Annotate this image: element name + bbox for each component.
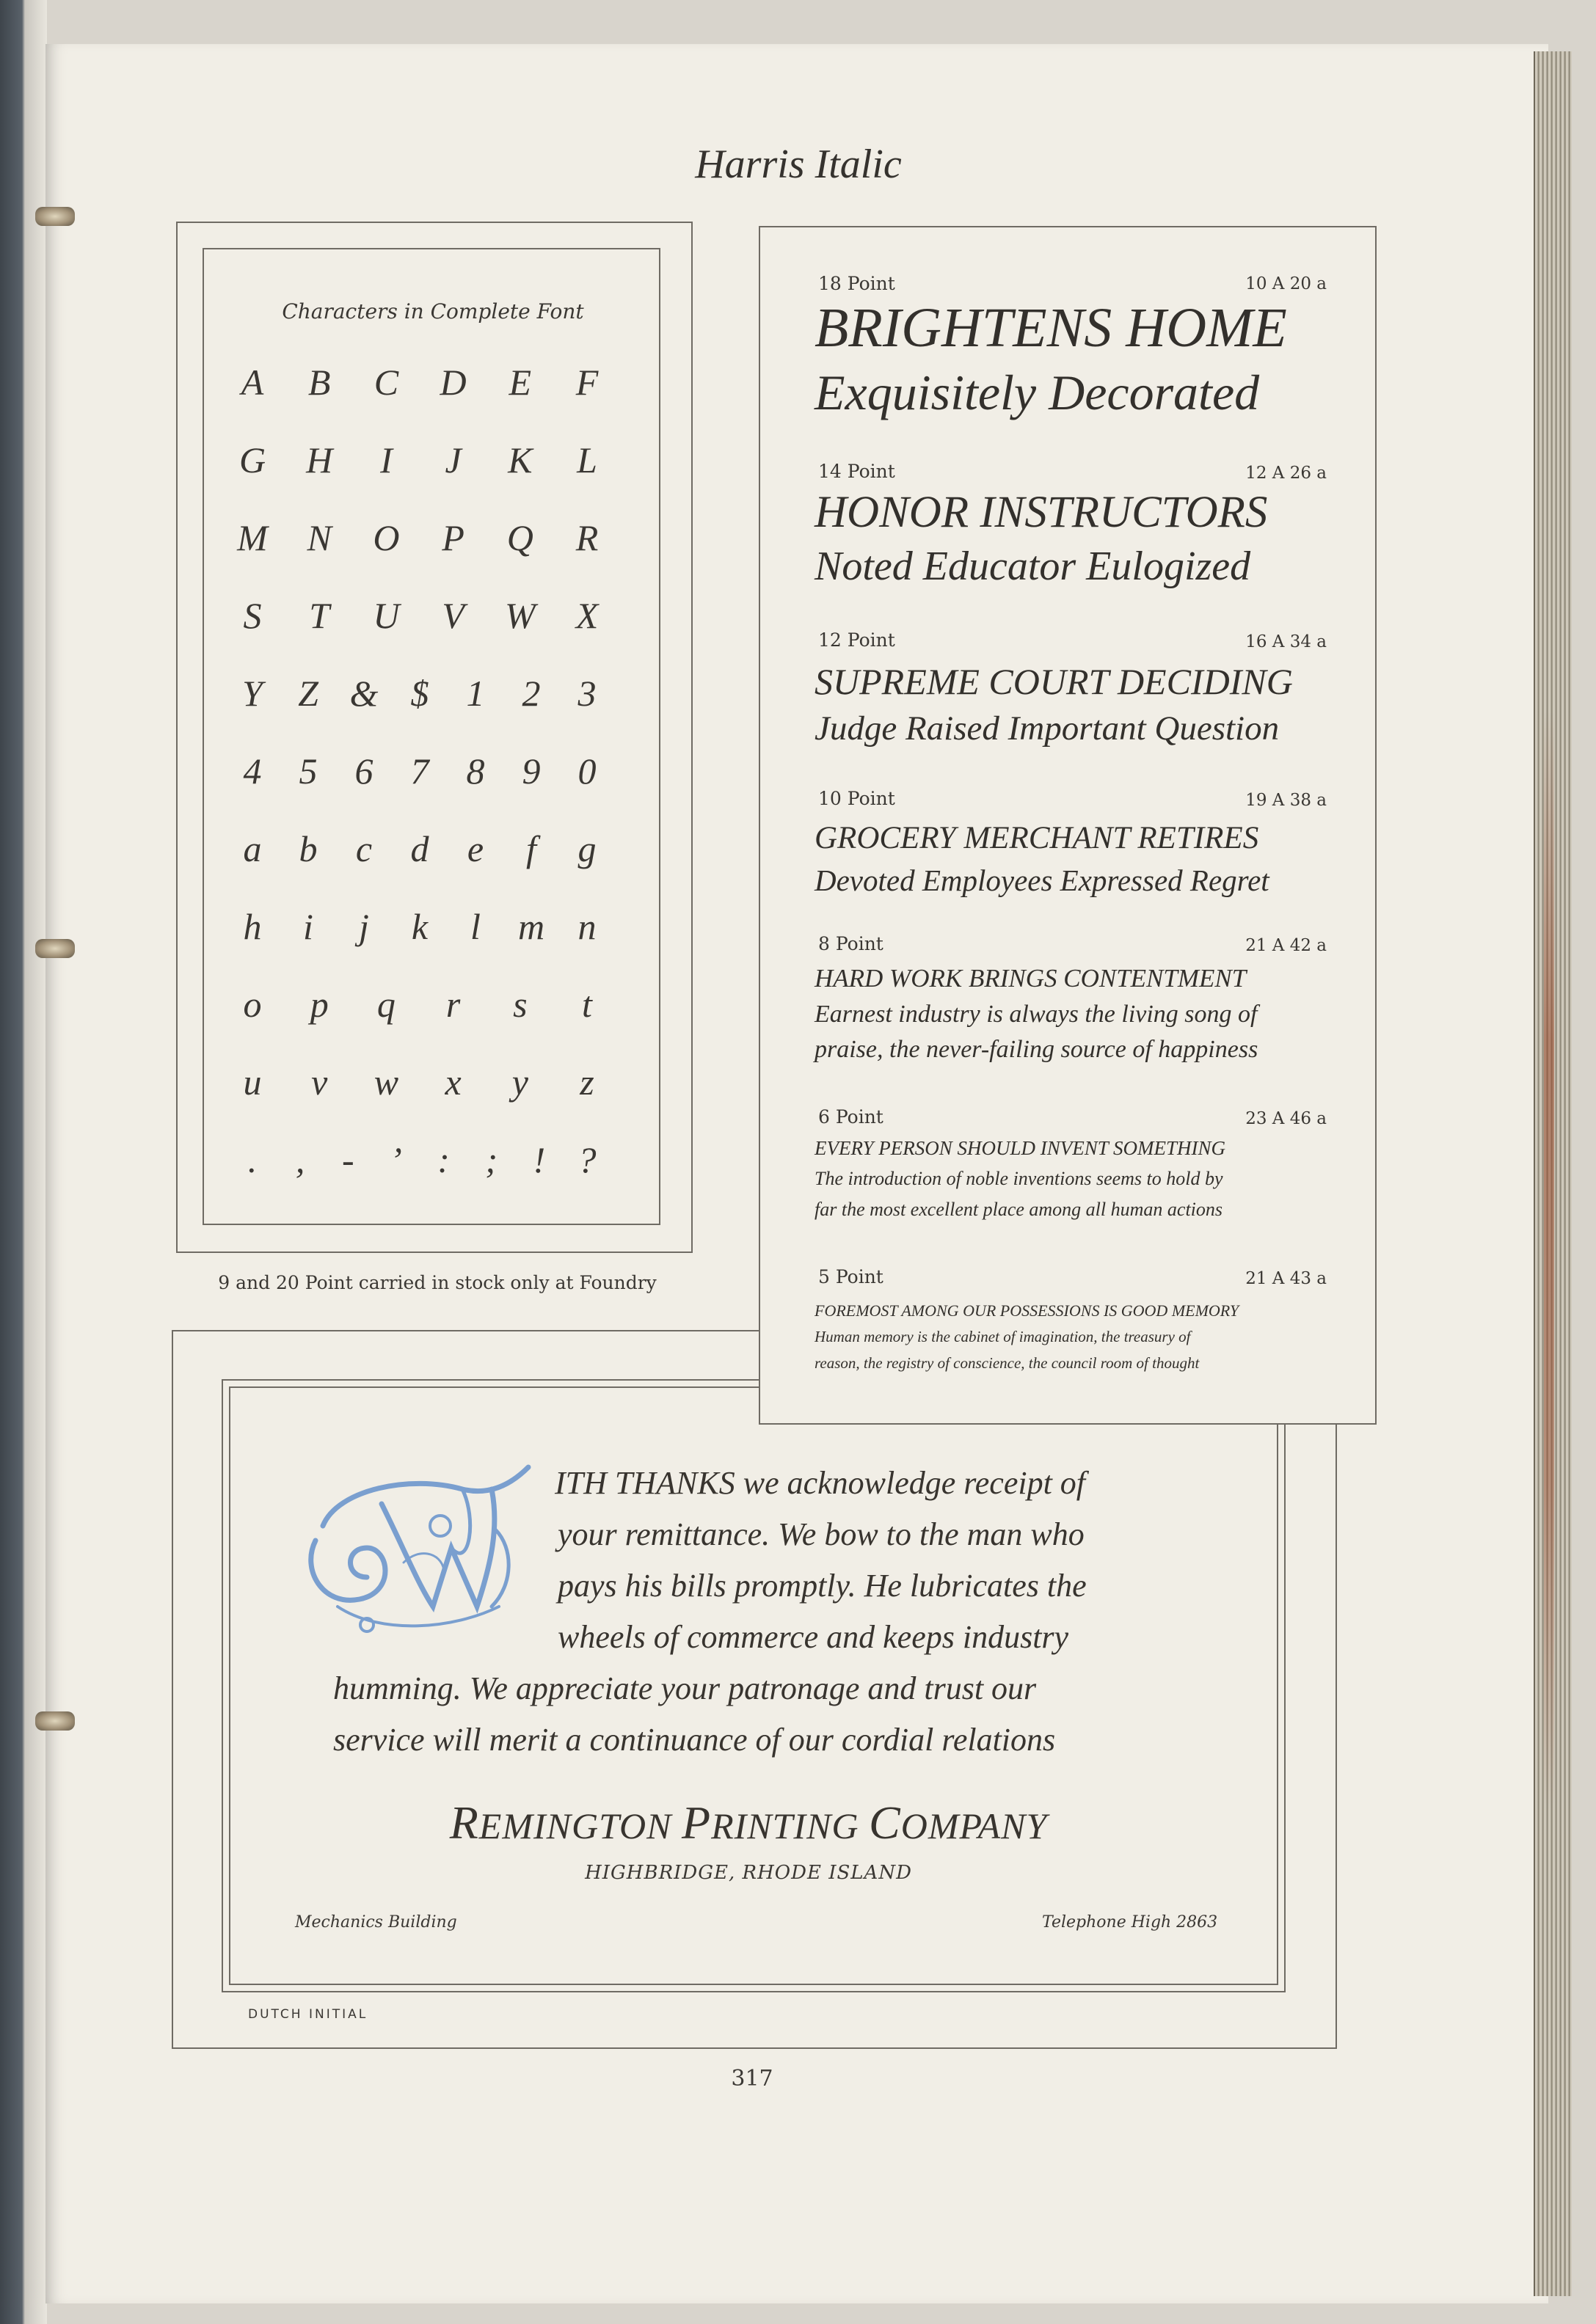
font-character: a xyxy=(243,828,262,869)
binding-ring-bottom xyxy=(35,1711,75,1731)
font-character: D xyxy=(440,362,467,403)
size-14-sample-2: Noted Educator Eulogized xyxy=(815,544,1251,589)
font-character: j xyxy=(359,906,369,947)
font-character: T xyxy=(309,595,330,636)
font-character: g xyxy=(577,828,597,869)
size-8-count: 21 A 42 a xyxy=(1245,936,1327,955)
font-character: t xyxy=(582,984,592,1025)
font-character: W xyxy=(504,595,536,636)
font-character: F xyxy=(575,362,599,403)
font-character: q xyxy=(376,984,396,1025)
font-character: 6 xyxy=(354,750,374,792)
font-character: X xyxy=(575,595,599,636)
page-stack-edge xyxy=(1534,51,1572,2296)
font-character: 5 xyxy=(299,750,318,792)
font-character: x xyxy=(445,1061,462,1103)
size-18-sample-1: BRIGHTENS HOME xyxy=(815,297,1287,359)
font-character: J xyxy=(445,439,462,480)
company-address: HIGHBRIDGE, RHODE ISLAND xyxy=(585,1862,912,1884)
page-number: 317 xyxy=(731,2066,773,2091)
font-character: 7 xyxy=(410,750,429,792)
font-character: h xyxy=(243,906,262,947)
font-character: y xyxy=(511,1061,528,1103)
size-14-label: 14 Point xyxy=(818,461,895,482)
size-18-sample-2: Exquisitely Decorated xyxy=(815,365,1260,420)
font-character: 1 xyxy=(466,673,485,714)
font-character: i xyxy=(303,906,313,947)
font-character: w xyxy=(374,1061,399,1103)
font-character: A xyxy=(241,362,264,403)
binding-ring-middle xyxy=(35,939,75,958)
font-character: V xyxy=(442,595,464,636)
size-6-sample-2: The introduction of noble inventions seems to hold by xyxy=(815,1168,1223,1189)
font-character: u xyxy=(243,1061,262,1103)
initial-caption: DUTCH INITIAL xyxy=(248,2007,368,2022)
ad-text-line-5: humming. We appreciate your patronage and trust our xyxy=(333,1670,1037,1706)
font-character: c xyxy=(355,828,373,869)
font-character: . xyxy=(247,1139,258,1180)
font-character: E xyxy=(509,362,532,403)
font-character: r xyxy=(445,984,461,1025)
font-character: Q xyxy=(506,517,533,558)
font-character: ? xyxy=(577,1139,597,1180)
font-character: 3 xyxy=(577,673,597,714)
size-5-count: 21 A 43 a xyxy=(1245,1269,1327,1288)
size-8-sample-3: praise, the never-failing source of happiness xyxy=(815,1036,1258,1063)
company-name-cap-1: R xyxy=(449,1797,479,1849)
font-character: 9 xyxy=(522,750,541,792)
company-name-small-3: OMPANY xyxy=(900,1805,1048,1846)
font-character: Z xyxy=(298,673,318,714)
size-6-count: 23 A 46 a xyxy=(1245,1109,1327,1128)
left-page-edge xyxy=(0,0,47,2324)
font-character: S xyxy=(243,595,262,636)
size-12-count: 16 A 34 a xyxy=(1245,632,1327,651)
size-8-sample-2: Earnest industry is always the living song of xyxy=(815,1001,1258,1028)
company-name xyxy=(235,1796,1262,1850)
ad-text-line-1: ITH THANKS we acknowledge receipt of xyxy=(555,1465,1086,1501)
font-character: I xyxy=(380,439,393,480)
size-6-sample-3: far the most excellent place among all human actions xyxy=(815,1199,1223,1220)
ad-right-footer: Telephone High 2863 xyxy=(1042,1913,1218,1932)
font-character: e xyxy=(467,828,484,869)
dutch-initial-w-ornament xyxy=(294,1460,543,1643)
size-5-sample-1: FOREMOST AMONG OUR POSSESSIONS IS GOOD MEMORY xyxy=(815,1301,1239,1320)
company-name-small-1: EMINGTON xyxy=(478,1805,682,1846)
font-character: k xyxy=(411,906,429,947)
font-character: - xyxy=(341,1139,354,1180)
ad-text-line-2: your remittance. We bow to the man who xyxy=(558,1516,1085,1552)
font-character: s xyxy=(513,984,528,1025)
font-character: l xyxy=(470,906,481,947)
font-character: M xyxy=(237,517,268,558)
font-character: z xyxy=(580,1061,594,1103)
size-8-label: 8 Point xyxy=(818,933,883,954)
font-character: ; xyxy=(485,1139,498,1180)
size-12-label: 12 Point xyxy=(818,629,895,651)
size-18-count: 10 A 20 a xyxy=(1245,274,1327,293)
font-character: R xyxy=(575,517,599,558)
company-name-cap-2: P xyxy=(681,1797,712,1849)
font-character: : xyxy=(437,1139,450,1180)
font-character: G xyxy=(238,439,266,480)
ad-text-line-4: wheels of commerce and keeps industry xyxy=(558,1619,1069,1655)
font-character: n xyxy=(577,906,597,947)
company-name-cap-3: C xyxy=(869,1797,901,1849)
size-18-label: 18 Point xyxy=(818,273,895,294)
size-12-sample-2: Judge Raised Important Question xyxy=(815,709,1280,748)
size-10-count: 19 A 38 a xyxy=(1245,791,1327,810)
font-character: O xyxy=(373,517,400,558)
font-character: 0 xyxy=(577,750,597,792)
font-character: 8 xyxy=(466,750,485,792)
ad-left-footer: Mechanics Building xyxy=(295,1913,457,1932)
font-character: K xyxy=(508,439,533,480)
binding-ring-top xyxy=(35,207,75,226)
size-12-sample-1: SUPREME COURT DECIDING xyxy=(815,661,1293,702)
stock-note: 9 and 20 Point carried in stock only at Foundry xyxy=(218,1272,657,1293)
font-character: v xyxy=(311,1061,328,1103)
size-14-count: 12 A 26 a xyxy=(1245,464,1327,483)
font-character: H xyxy=(306,439,333,480)
page-title: Harris Italic xyxy=(695,142,902,187)
size-5-sample-3: reason, the registry of conscience, the council room of thought xyxy=(815,1354,1200,1372)
size-10-sample-1: GROCERY MERCHANT RETIRES xyxy=(815,821,1259,855)
font-character: ’ xyxy=(390,1139,402,1180)
font-character: 4 xyxy=(243,750,262,792)
font-character: U xyxy=(373,595,400,636)
font-character: , xyxy=(295,1139,305,1180)
size-6-label: 6 Point xyxy=(818,1106,883,1128)
font-character: d xyxy=(410,828,429,869)
size-10-label: 10 Point xyxy=(818,788,895,809)
size-6-sample-1: EVERY PERSON SHOULD INVENT SOMETHING xyxy=(815,1137,1226,1159)
font-character: N xyxy=(307,517,332,558)
font-character: B xyxy=(307,362,331,403)
size-10-sample-2: Devoted Employees Expressed Regret xyxy=(815,863,1269,897)
font-character: 2 xyxy=(522,673,541,714)
font-character: b xyxy=(299,828,318,869)
font-character: p xyxy=(310,984,329,1025)
font-character: L xyxy=(577,439,597,480)
font-character: m xyxy=(517,906,545,947)
font-character: ! xyxy=(533,1139,546,1180)
font-character: $ xyxy=(410,673,429,714)
ad-text-line-6: service will merit a continuance of our cordial relations xyxy=(333,1722,1056,1758)
font-character: C xyxy=(374,362,399,403)
size-14-sample-1: HONOR INSTRUCTORS xyxy=(815,488,1268,537)
font-character: & xyxy=(349,673,379,714)
font-character: f xyxy=(526,828,536,869)
font-character: o xyxy=(243,984,262,1025)
font-character: Y xyxy=(242,673,263,714)
ad-text-line-3: pays his bills promptly. He lubricates the xyxy=(558,1568,1087,1604)
size-5-sample-2: Human memory is the cabinet of imagination, the treasury of xyxy=(815,1328,1191,1345)
font-box-caption: Characters in Complete Font xyxy=(282,299,584,324)
size-5-label: 5 Point xyxy=(818,1266,883,1287)
company-name-small-2: RINTING xyxy=(711,1805,870,1846)
size-8-sample-1: HARD WORK BRINGS CONTENTMENT xyxy=(815,964,1247,993)
font-character: P xyxy=(442,517,464,558)
